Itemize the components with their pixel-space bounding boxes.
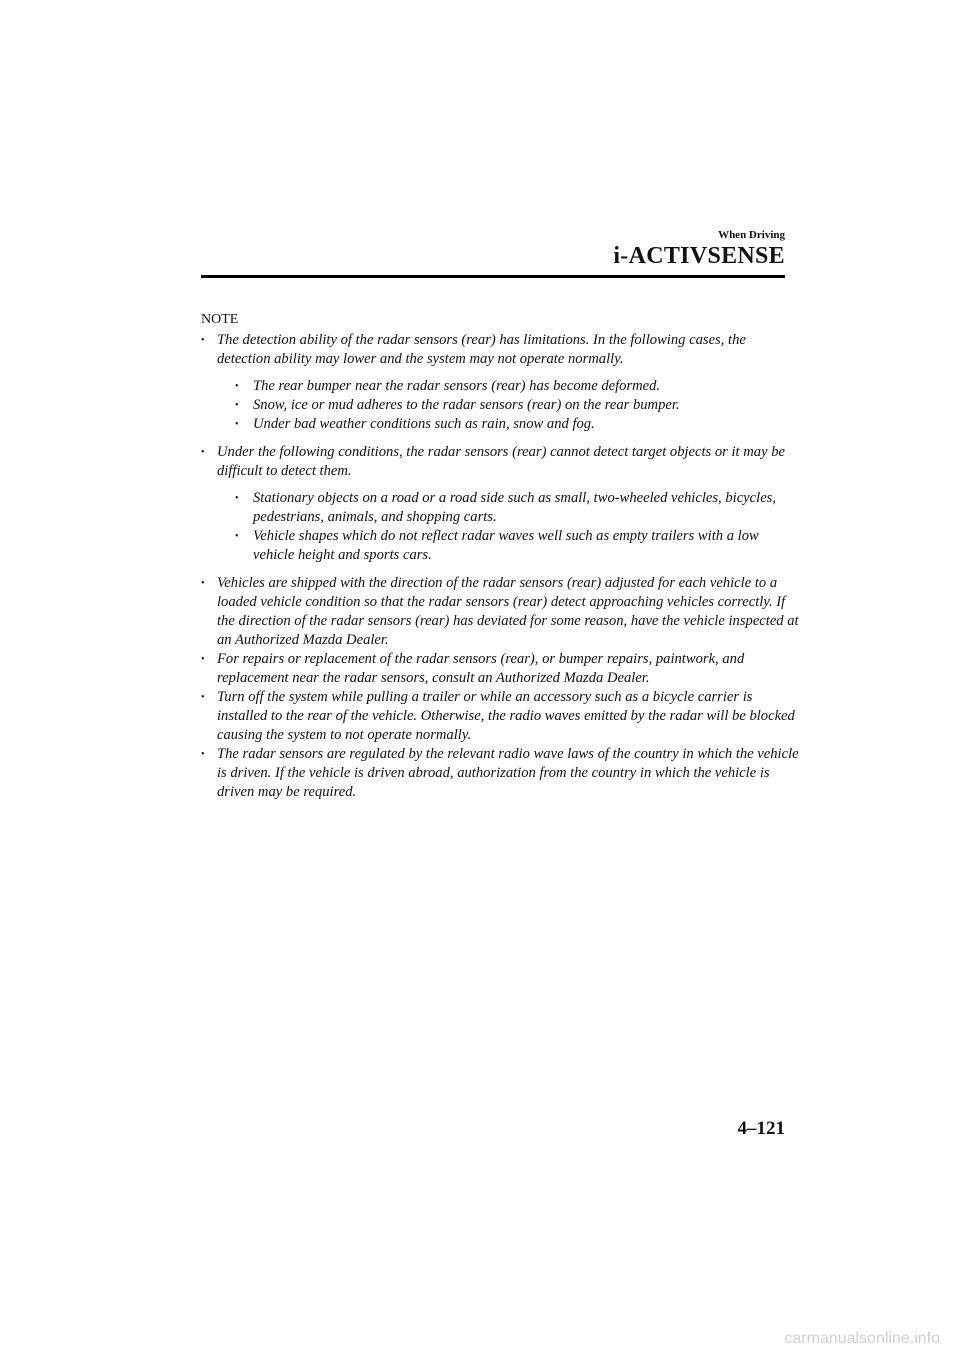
note-item-text: Vehicles are shipped with the direction of the radar sensors (rear) adjusted for each vehicle to a loaded vehicle condition so that the radar sensors (rear) detect approaching vehicles correctly. If the direction of the radar sensors (rear) has deviated for some reason, have the vehicle inspected at an Authorized Mazda Dealer. bbox=[217, 575, 799, 648]
bullet-icon: • bbox=[235, 493, 239, 504]
bullet-icon: • bbox=[201, 447, 205, 458]
note-subitem bbox=[235, 527, 801, 565]
bullet-icon: • bbox=[235, 381, 239, 392]
header-divider bbox=[201, 275, 785, 278]
bullet-icon: • bbox=[201, 692, 205, 703]
note-item-text: Turn off the system while pulling a trailer or while an accessory such as a bicycle carrier is installed to the rear of the vehicle. Otherwise, the radio waves emitted by the radar will be blocked causing the system to not operate normally. bbox=[217, 689, 795, 743]
bullet-icon: • bbox=[235, 419, 239, 430]
section-name: When Driving bbox=[718, 229, 785, 241]
note-list bbox=[201, 331, 801, 802]
note-subitem bbox=[235, 377, 801, 396]
note-subitem-text: Stationary objects on a road or a road side such as small, two-wheeled vehicles, bicycles, pedestrians, animals, and shopping carts. bbox=[253, 490, 776, 525]
note-item-text: For repairs or replacement of the radar sensors (rear), or bumper repairs, paintwork, and replacement near the radar sensors, consult an Authorized Mazda Dealer. bbox=[217, 651, 745, 686]
note-item-text: The radar sensors are regulated by the relevant radio wave laws of the country in which the vehicle is driven. If the vehicle is driven abroad, authorization from the country in which the vehicle is driven may be required. bbox=[217, 746, 799, 800]
bullet-icon: • bbox=[201, 749, 205, 760]
note-item bbox=[201, 574, 801, 650]
note-label: NOTE bbox=[201, 312, 239, 327]
note-subitem bbox=[235, 396, 801, 415]
note-sublist bbox=[217, 377, 801, 434]
bullet-icon: • bbox=[235, 531, 239, 542]
note-item bbox=[201, 745, 801, 802]
note-sublist bbox=[217, 489, 801, 565]
page-number: 4–121 bbox=[737, 1118, 785, 1139]
bullet-icon: • bbox=[235, 400, 239, 411]
bullet-icon: • bbox=[201, 335, 205, 346]
note-subitem bbox=[235, 489, 801, 527]
note-subitem-text: Under bad weather conditions such as rain, snow and fog. bbox=[253, 416, 595, 432]
note-subitem-text: Vehicle shapes which do not reflect radar waves well such as empty trailers with a low vehicle height and sports cars. bbox=[253, 528, 759, 563]
note-subitem-text: The rear bumper near the radar sensors (rear) has become deformed. bbox=[253, 378, 661, 394]
note-subitem bbox=[235, 415, 801, 434]
note-item bbox=[201, 331, 801, 434]
page-title: i-ACTIVSENSE bbox=[613, 243, 785, 269]
note-item-text: The detection ability of the radar sensors (rear) has limitations. In the following cases, the detection ability may lower and the system may not operate normally. bbox=[217, 332, 746, 367]
bullet-icon: • bbox=[201, 578, 205, 589]
note-subitem-text: Snow, ice or mud adheres to the radar sensors (rear) on the rear bumper. bbox=[253, 397, 680, 413]
note-item bbox=[201, 443, 801, 565]
bullet-icon: • bbox=[201, 654, 205, 665]
note-item-text: Under the following conditions, the radar sensors (rear) cannot detect target objects or it may be difficult to detect them. bbox=[217, 444, 786, 479]
note-item bbox=[201, 688, 801, 745]
watermark: carmanualsonline.info bbox=[784, 1330, 940, 1347]
note-item bbox=[201, 650, 801, 688]
note-block bbox=[201, 310, 801, 802]
